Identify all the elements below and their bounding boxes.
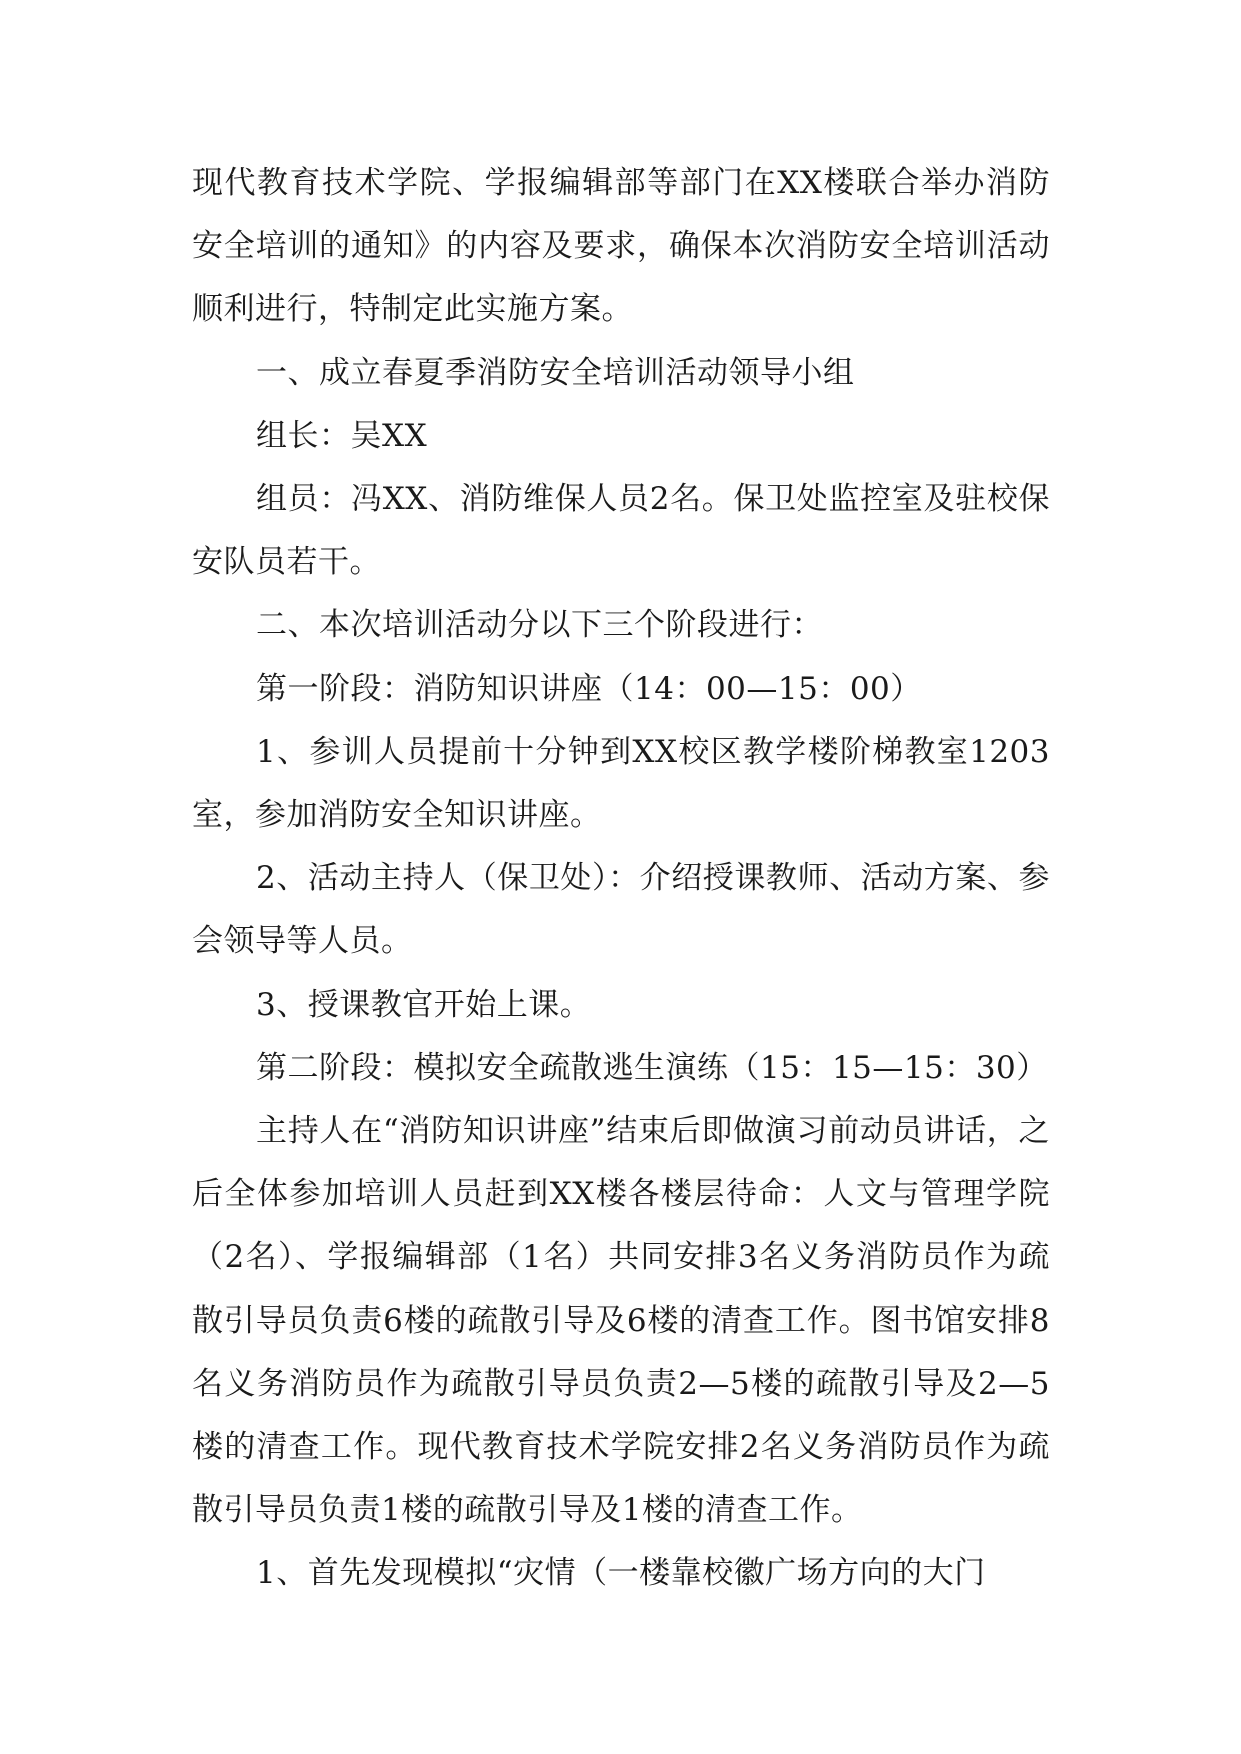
heading-section-two: 二、本次培训活动分以下三个阶段进行： [256,607,823,644]
heading-section-one: 一、成立春夏季消防安全培训活动领导小组 [256,354,855,391]
heading-stage-two: 第二阶段：模拟安全疏散逃生演练（15：15—15：30） [256,1049,1048,1086]
list-item-stage-one-1: 1、参训人员提前十分钟到XX校区教学楼阶梯教室1203室，参加消防安全知识讲座。 [192,733,1050,834]
list-item-stage-one-2: 2、活动主持人（保卫处）：介绍授课教师、活动方案、参会领导等人员。 [192,860,1050,960]
document-body [192,152,1050,1606]
paragraph-stage-two-description: 主持人在“消防知识讲座”结束后即做演习前动员讲话，之后全体参加培训人员赶到XX楼各楼层待命：人文与管理学院（2名）、学报编辑部（1名）共同安排3名义务消防员作为疏散引导员负责6楼的疏散引导及6楼的清查工作。图书馆安排8名义务消防员作为疏散引导员负责2—5楼的疏散引导及2—5楼的清查工作。现代教育技术学院安排2名义务消防员作为疏散引导员负责1楼的疏散引导及1楼的清查工作。 [192,1113,1050,1529]
paragraph-intro: 现代教育技术学院、学报编辑部等部门在XX楼联合举办消防安全培训的通知》的内容及要求，确保本次消防安全培训活动顺利进行，特制定此实施方案。 [192,165,1050,328]
list-item-stage-two-1: 1、首先发现模拟“灾情（一楼靠校徽广场方向的大门 [256,1555,986,1592]
paragraph-group-leader: 组长：吴XX [256,417,428,454]
list-item-stage-one-3: 3、授课教官开始上课。 [256,986,592,1023]
paragraph-group-members: 组员：冯XX、消防维保人员2名。保卫处监控室及驻校保安队员若干。 [192,481,1050,581]
heading-stage-one: 第一阶段：消防知识讲座（14：00—15：00） [256,670,922,707]
